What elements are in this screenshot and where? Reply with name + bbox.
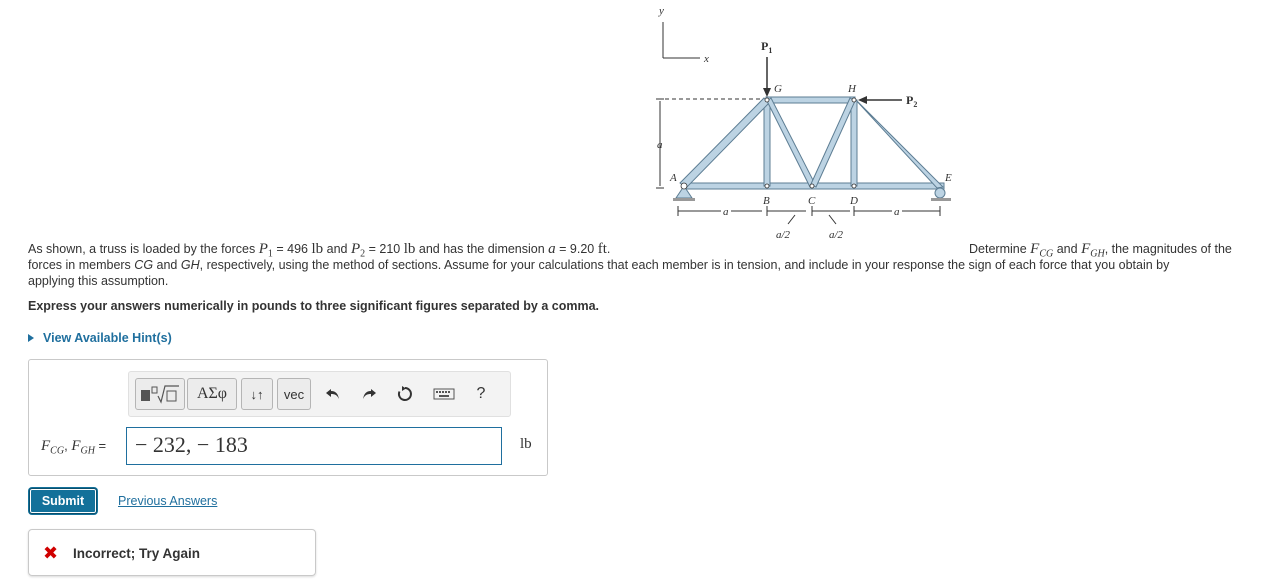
load-p1-label: $P_1$ xyxy=(761,39,773,55)
answer-panel xyxy=(28,359,548,476)
keyboard-icon xyxy=(433,387,455,401)
feedback-message: Incorrect; Try Again xyxy=(73,546,201,561)
problem-line-2: forces in members CG and GH, respectively, using the method of sections. Assume for your calculations that each member is in tension, and include in your response the sign of each force that you obtain by xyxy=(28,258,1170,272)
redo-button[interactable] xyxy=(357,378,381,410)
dimension-a-bottom-left: a xyxy=(723,206,729,218)
previous-answers-link[interactable]: Previous Answers xyxy=(118,494,218,508)
templates-icon xyxy=(138,383,182,405)
sort-button[interactable]: ↓↑ xyxy=(241,378,273,410)
axes-icon xyxy=(663,22,700,58)
roller-support-icon xyxy=(931,188,951,201)
undo-icon xyxy=(325,387,341,401)
keyboard-button[interactable] xyxy=(431,378,457,410)
answer-unit: lb xyxy=(520,436,532,452)
node-label-d: D xyxy=(850,195,858,207)
answer-input[interactable]: − 232, − 183 xyxy=(126,427,502,465)
load-p2-label: $P_2$ xyxy=(906,93,918,109)
member-dh xyxy=(851,100,857,186)
redo-icon xyxy=(361,387,377,401)
view-hints-link[interactable]: View Available Hint(s) xyxy=(28,331,172,345)
node-label-a: A xyxy=(670,172,677,184)
help-button[interactable]: ? xyxy=(476,385,486,402)
member-ag xyxy=(680,98,769,188)
templates-button[interactable] xyxy=(135,378,185,410)
member-gh xyxy=(766,97,855,103)
node-label-g: G xyxy=(774,83,782,95)
incorrect-icon: ✖ xyxy=(43,543,59,563)
axis-y-label: y xyxy=(659,5,664,17)
greek-symbols-button[interactable]: ΑΣφ xyxy=(187,378,237,410)
submit-button[interactable]: Submit xyxy=(29,488,97,514)
determine-text: Determine $F_{CG}$ and $F_{GH}$, the magnitudes of the xyxy=(969,241,1232,260)
undo-button[interactable] xyxy=(321,378,345,410)
axis-x-label: x xyxy=(704,53,709,65)
node-label-b: B xyxy=(763,195,770,207)
reset-icon xyxy=(396,385,414,403)
math-toolbar xyxy=(128,371,511,417)
member-ch xyxy=(811,98,855,187)
member-cg xyxy=(767,98,815,187)
dimension-a-label: a xyxy=(657,139,663,151)
node-label-h: H xyxy=(848,83,856,95)
truss-members xyxy=(680,97,944,189)
node-label-c: C xyxy=(808,195,816,207)
dimension-a-half-left: a/2 xyxy=(776,229,791,241)
member-bg xyxy=(764,100,770,186)
expand-triangle-icon xyxy=(28,334,34,342)
member-he xyxy=(854,98,943,188)
node-label-e: E xyxy=(945,172,952,184)
problem-statement xyxy=(28,241,1260,289)
feedback-panel xyxy=(28,529,316,576)
problem-line-3: applying this assumption. xyxy=(28,274,169,288)
dimension-a-half-right: a/2 xyxy=(829,229,844,241)
vector-button[interactable]: vec xyxy=(277,378,311,410)
answer-label: $F_{CG}$, $F_{GH}$ = xyxy=(41,438,107,457)
load-p1-arrow-icon xyxy=(763,57,771,97)
problem-line-1: As shown, a truss is loaded by the forces $P_1 = 496$ lb and $P_2 = 210$ lb and has the dimension a = 9.20 ft. Determine $F_{CG}$ and $F_{GH}$, the magnitudes of the xyxy=(28,241,1260,257)
reset-button[interactable] xyxy=(393,378,417,410)
dimension-a-bottom-right: a xyxy=(894,206,900,218)
load-p2-arrow-icon xyxy=(858,96,902,104)
dimension-horizontal xyxy=(678,206,940,224)
truss-figure xyxy=(640,0,970,245)
instruction-text: Express your answers numerically in pounds to three significant figures separated by a comma. xyxy=(28,299,600,313)
